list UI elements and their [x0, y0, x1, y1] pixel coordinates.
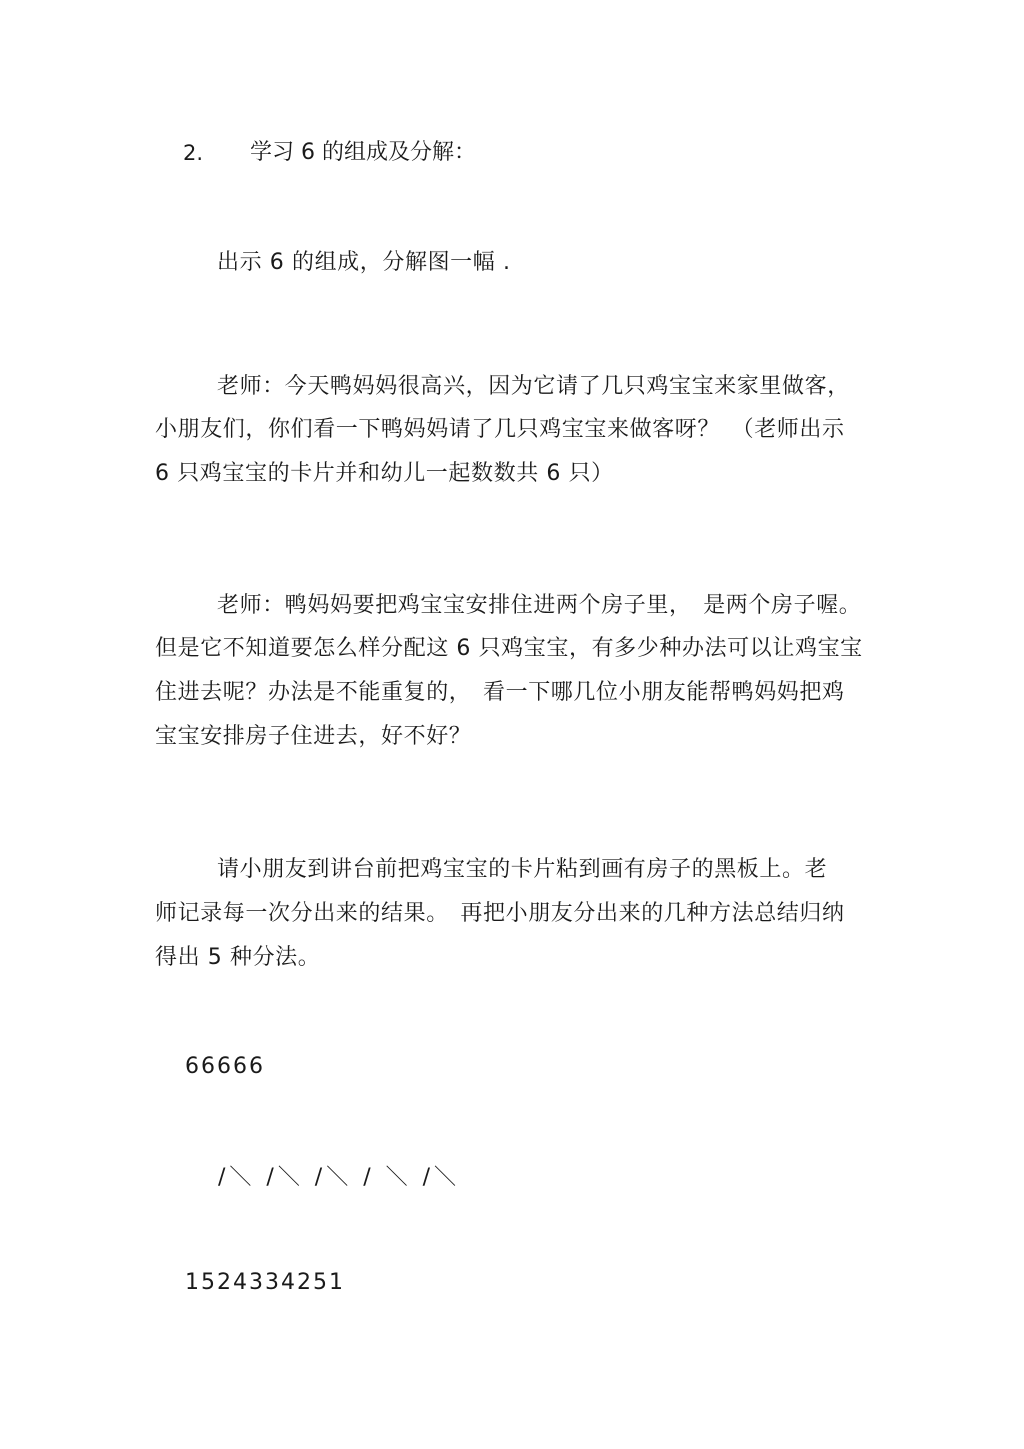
paragraph-line: 宝宝安排房子住进去，好不好？: [155, 724, 472, 749]
section-title: 学习 6 的组成及分解：: [250, 140, 476, 165]
paragraph-line: 6 只鸡宝宝的卡片并和幼儿一起数数共 6 只）: [155, 461, 614, 486]
paragraph-line: 请小朋友到讲台前把鸡宝宝的卡片粘到画有房子的黑板上。老: [217, 857, 828, 882]
decomposition-branches: /＼ /＼ /＼ / ＼ /＼: [218, 1165, 461, 1190]
decomposition-parts: 1524334251: [185, 1270, 345, 1295]
paragraph-line: 老师：鸭妈妈要把鸡宝宝安排住进两个房子里， 是两个房子喔。: [217, 593, 862, 618]
paragraph-line: 得出 5 种分法。: [155, 945, 321, 970]
paragraph-line: 小朋友们，你们看一下鸭妈妈请了几只鸡宝宝来做客呀？ （老师出示: [155, 417, 845, 442]
section-number: 2.: [183, 141, 204, 165]
paragraph-line: 住进去呢？办法是不能重复的， 看一下哪几位小朋友能帮鸭妈妈把鸡: [155, 680, 845, 705]
paragraph-line: 但是它不知道要怎么样分配这 6 只鸡宝宝，有多少种办法可以让鸡宝宝: [155, 636, 863, 661]
paragraph-line: 师记录每一次分出来的结果。 再把小朋友分出来的几种方法总结归纳: [155, 901, 845, 926]
decomposition-totals: 66666: [185, 1054, 265, 1079]
paragraph-line: 出示 6 的组成，分解图一幅 .: [217, 250, 511, 275]
paragraph-line: 老师：今天鸭妈妈很高兴，因为它请了几只鸡宝宝来家里做客，: [217, 374, 850, 399]
